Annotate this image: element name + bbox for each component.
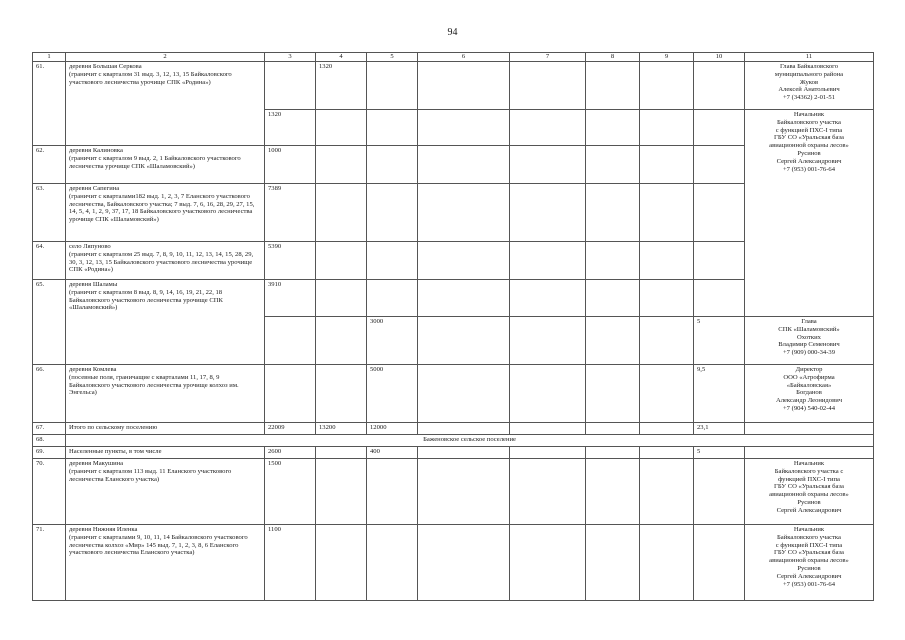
cell: 1100 bbox=[265, 525, 316, 601]
settlement-name: Населенные пункты, в том числе bbox=[66, 447, 265, 459]
cell bbox=[367, 184, 418, 242]
cell bbox=[418, 62, 510, 110]
contact-line: Жуков bbox=[799, 78, 819, 86]
cell bbox=[418, 447, 510, 459]
contact-line: Сергей Александрович bbox=[776, 157, 842, 165]
section-title: Баженовское сельское поселение bbox=[66, 435, 874, 447]
settlement-description: (граничит с кварталом 113 выд. 11 Еланского участкового лесничества Еланского участка) bbox=[69, 467, 232, 483]
contact-line: Начальник bbox=[793, 460, 825, 467]
row-number: 69. bbox=[33, 447, 66, 459]
cell: 13200 bbox=[316, 423, 367, 435]
settlement-name: деревня Шаламы bbox=[69, 281, 118, 288]
cell bbox=[694, 525, 745, 601]
fire-safety-table bbox=[32, 52, 874, 601]
cell bbox=[316, 459, 367, 525]
cell bbox=[316, 242, 367, 280]
contact-line: Сергей Александрович bbox=[776, 506, 842, 514]
settlement-cell bbox=[66, 242, 265, 280]
contact-cell bbox=[745, 365, 874, 423]
row-number: 63. bbox=[33, 184, 66, 242]
contact-line: авиационной охраны лесов» bbox=[769, 557, 849, 565]
cell bbox=[586, 184, 640, 242]
settlement-name: деревня Калиновка bbox=[69, 147, 123, 154]
settlement-description: (граничит с кварталом 8 выд. 8, 9, 14, 16, 19, 21, 22, 18 Байкаловского участкового лесничества урочище СПК «Шаламовский») bbox=[69, 288, 223, 312]
contact-line: ГБУ СО «Уральская база bbox=[774, 483, 844, 491]
cell bbox=[510, 365, 586, 423]
contact-line: Александр Леонидович bbox=[775, 397, 843, 405]
contact-line: Начальник bbox=[793, 526, 825, 533]
cell bbox=[510, 62, 586, 110]
cell bbox=[640, 423, 694, 435]
cell bbox=[640, 184, 694, 242]
contact-line: с функцией ПХС-I типа bbox=[775, 126, 843, 134]
cell bbox=[694, 110, 745, 146]
settlement-cell bbox=[66, 146, 265, 184]
cell bbox=[640, 110, 694, 146]
settlement-cell bbox=[66, 280, 265, 365]
cell bbox=[510, 242, 586, 280]
cell bbox=[510, 184, 586, 242]
cell bbox=[418, 525, 510, 601]
settlement-name: деревня Большая Серкова bbox=[69, 63, 142, 70]
cell bbox=[418, 110, 510, 146]
cell bbox=[367, 146, 418, 184]
column-header: 5 bbox=[367, 53, 418, 62]
cell bbox=[265, 62, 316, 110]
settlement-name: деревня Сапегина bbox=[69, 185, 120, 192]
cell bbox=[586, 525, 640, 601]
cell bbox=[418, 146, 510, 184]
contact-line: +7 (904) 540-02-44 bbox=[782, 404, 836, 412]
cell bbox=[510, 280, 586, 317]
column-header: 2 bbox=[66, 53, 265, 62]
settlement-cell bbox=[66, 62, 265, 146]
cell bbox=[367, 459, 418, 525]
cell: 12000 bbox=[367, 423, 418, 435]
table-row bbox=[33, 459, 874, 525]
contact-line: Байкаловского участка bbox=[777, 118, 841, 126]
contact-cell bbox=[745, 525, 874, 601]
settlement-description: (граничит с кварталами182 выд. 1, 2, 3, 7 Еланского участкового лесничества, Байкаловского участка; 7 выд. 7, 6, 16, 28, 29, 27, 15, 14, 5, 4, 1, 2, 9, 37, 17, 18 Байкаловского участкового лесничества урочище СПК «Шаламовский») bbox=[69, 192, 255, 224]
column-header: 4 bbox=[316, 53, 367, 62]
cell bbox=[586, 62, 640, 110]
settlement-description: (посевные поля, граничащие с кварталами 11, 17, 8, 9 Байкаловского участкового лесничества урочище колхоз им. Энгельса) bbox=[69, 373, 239, 397]
cell: 23,1 bbox=[694, 423, 745, 435]
contact-line: ООО «Агрофирма bbox=[783, 373, 835, 381]
settlement-cell bbox=[66, 184, 265, 242]
cell bbox=[418, 317, 510, 365]
cell bbox=[694, 459, 745, 525]
cell bbox=[694, 242, 745, 280]
cell bbox=[640, 317, 694, 365]
cell bbox=[418, 242, 510, 280]
settlement-cell bbox=[66, 365, 265, 423]
cell bbox=[586, 317, 640, 365]
cell bbox=[694, 184, 745, 242]
contact-line: с функцией ПХС-I типа bbox=[775, 541, 843, 549]
cell bbox=[745, 423, 874, 435]
settlement-description: (граничит с кварталом 25 выд. 7, 8, 9, 10, 11, 12, 13, 14, 15, 28, 29, 30, 3, 12, 13, 15 Байкаловского участкового лесничества урочище СПК «Родина») bbox=[69, 250, 254, 274]
settlement-name: деревня Нижняя Иленка bbox=[69, 526, 138, 533]
column-header: 7 bbox=[510, 53, 586, 62]
table-row bbox=[33, 447, 874, 459]
row-number: 71. bbox=[33, 525, 66, 601]
cell bbox=[316, 447, 367, 459]
cell bbox=[418, 459, 510, 525]
contact-cell bbox=[745, 62, 874, 110]
cell: 3000 bbox=[367, 317, 418, 365]
cell bbox=[316, 146, 367, 184]
contact-line: Владимир Семенович bbox=[778, 341, 840, 349]
cell: 2600 bbox=[265, 447, 316, 459]
cell bbox=[367, 242, 418, 280]
cell: 22009 bbox=[265, 423, 316, 435]
cell bbox=[640, 365, 694, 423]
table-row bbox=[33, 423, 874, 435]
settlement-description: (граничит с кварталами 9, 10, 11, 14 Байкаловского участкового лесничества колхоз «Мир» 145 выд. 7, 1, 2, 3, 8, 6 Еланского участкового лесничества Еланского участка) bbox=[69, 533, 248, 557]
contact-line: +7 (909) 000-34-39 bbox=[782, 349, 836, 357]
contact-line: функцией ПХС-I типа bbox=[778, 475, 840, 483]
contact-line: СПК «Шаламовский» bbox=[778, 325, 840, 333]
cell bbox=[586, 423, 640, 435]
cell bbox=[510, 447, 586, 459]
settlement-description: (граничит с кварталом 31 выд. 3, 12, 13, 15 Байкаловского участкового лесничества урочище СПК «Родина») bbox=[69, 70, 232, 86]
contact-cell bbox=[745, 459, 874, 525]
contact-line: Байкаловского участка bbox=[777, 533, 841, 541]
contact-line: муниципального района bbox=[774, 70, 844, 78]
cell: 7389 bbox=[265, 184, 316, 242]
settlement-cell bbox=[66, 525, 265, 601]
contact-line: +7 (953) 001-76-64 bbox=[782, 165, 836, 173]
settlement-name: деревня Макушина bbox=[69, 460, 124, 467]
cell: 5 bbox=[694, 447, 745, 459]
column-header: 6 bbox=[418, 53, 510, 62]
table-row bbox=[33, 525, 874, 601]
row-number: 61. bbox=[33, 62, 66, 146]
column-number-row bbox=[33, 53, 874, 62]
cell: 5000 bbox=[367, 365, 418, 423]
row-number: 68. bbox=[33, 435, 66, 447]
contact-line: Алексей Анатольевич bbox=[778, 86, 840, 94]
cell bbox=[510, 459, 586, 525]
section-row bbox=[33, 435, 874, 447]
row-number: 67. bbox=[33, 423, 66, 435]
contact-line: Русинов bbox=[797, 564, 821, 572]
contact-line: Глава bbox=[801, 318, 817, 325]
settlement-name: Итого по сельскому поселению bbox=[66, 423, 265, 435]
settlement-cell bbox=[66, 459, 265, 525]
row-number: 66. bbox=[33, 365, 66, 423]
cell bbox=[640, 62, 694, 110]
contact-line: ГБУ СО «Уральская база bbox=[774, 134, 844, 142]
cell bbox=[265, 317, 316, 365]
cell: 1320 bbox=[316, 62, 367, 110]
cell: 1000 bbox=[265, 146, 316, 184]
contact-line: авиационной охраны лесов» bbox=[769, 491, 849, 499]
cell bbox=[316, 317, 367, 365]
column-header: 8 bbox=[586, 53, 640, 62]
page-number: 94 bbox=[447, 27, 458, 38]
column-header: 9 bbox=[640, 53, 694, 62]
cell bbox=[418, 365, 510, 423]
cell bbox=[510, 317, 586, 365]
cell bbox=[694, 146, 745, 184]
cell bbox=[316, 184, 367, 242]
table-row bbox=[33, 365, 874, 423]
table-row bbox=[33, 62, 874, 110]
contact-line: авиационной охраны лесов» bbox=[769, 142, 849, 150]
cell: 1500 bbox=[265, 459, 316, 525]
cell bbox=[367, 110, 418, 146]
column-header: 3 bbox=[265, 53, 316, 62]
cell: 1320 bbox=[265, 110, 316, 146]
cell bbox=[586, 146, 640, 184]
cell bbox=[586, 280, 640, 317]
cell bbox=[694, 62, 745, 110]
contact-line: Директор bbox=[795, 366, 823, 373]
cell bbox=[367, 525, 418, 601]
contact-line: Начальник bbox=[793, 111, 825, 118]
column-header: 1 bbox=[33, 53, 66, 62]
contact-line: Охотких bbox=[797, 333, 821, 341]
cell bbox=[640, 459, 694, 525]
cell bbox=[510, 146, 586, 184]
cell bbox=[418, 280, 510, 317]
cell: 3910 bbox=[265, 280, 316, 317]
cell bbox=[640, 525, 694, 601]
row-number: 65. bbox=[33, 280, 66, 365]
contact-line: ГБУ СО «Уральская база bbox=[774, 549, 844, 557]
cell bbox=[586, 459, 640, 525]
cell bbox=[510, 525, 586, 601]
cell bbox=[418, 184, 510, 242]
cell bbox=[367, 62, 418, 110]
contact-line: Богданов bbox=[796, 389, 822, 397]
contact-line: +7 (34362) 2-01-51 bbox=[782, 94, 836, 102]
cell bbox=[586, 242, 640, 280]
cell bbox=[694, 280, 745, 317]
cell bbox=[640, 447, 694, 459]
cell bbox=[640, 280, 694, 317]
cell bbox=[316, 365, 367, 423]
cell bbox=[745, 447, 874, 459]
cell bbox=[367, 280, 418, 317]
contact-line: Байкаловского участка с bbox=[774, 467, 844, 475]
column-header: 11 bbox=[745, 53, 874, 62]
cell bbox=[265, 365, 316, 423]
cell: 400 bbox=[367, 447, 418, 459]
settlement-name: деревня Комлева bbox=[69, 366, 117, 373]
settlement-description: (граничит с кварталом 9 выд. 2, 1 Байкаловского участкового лесничества урочище СПК «Шаламовский») bbox=[69, 154, 241, 170]
row-number: 70. bbox=[33, 459, 66, 525]
cell: 9,5 bbox=[694, 365, 745, 423]
cell bbox=[316, 525, 367, 601]
contact-cell bbox=[745, 110, 874, 317]
cell bbox=[510, 423, 586, 435]
column-header: 10 bbox=[694, 53, 745, 62]
cell bbox=[316, 110, 367, 146]
contact-line: Русинов bbox=[797, 498, 821, 506]
cell bbox=[586, 365, 640, 423]
settlement-name: село Ляпуново bbox=[69, 243, 111, 250]
cell bbox=[418, 423, 510, 435]
cell: 5 bbox=[694, 317, 745, 365]
cell bbox=[510, 110, 586, 146]
cell bbox=[640, 242, 694, 280]
cell bbox=[316, 280, 367, 317]
contact-line: +7 (953) 001-76-64 bbox=[782, 580, 836, 588]
contact-line: «Байкаловская» bbox=[786, 381, 832, 389]
cell bbox=[586, 110, 640, 146]
cell: 5390 bbox=[265, 242, 316, 280]
cell bbox=[586, 447, 640, 459]
row-number: 62. bbox=[33, 146, 66, 184]
contact-cell bbox=[745, 317, 874, 365]
row-number: 64. bbox=[33, 242, 66, 280]
contact-line: Русинов bbox=[797, 149, 821, 157]
contact-line: Сергей Александрович bbox=[776, 572, 842, 580]
cell bbox=[640, 146, 694, 184]
contact-line: Глава Байкаловского bbox=[779, 63, 839, 70]
